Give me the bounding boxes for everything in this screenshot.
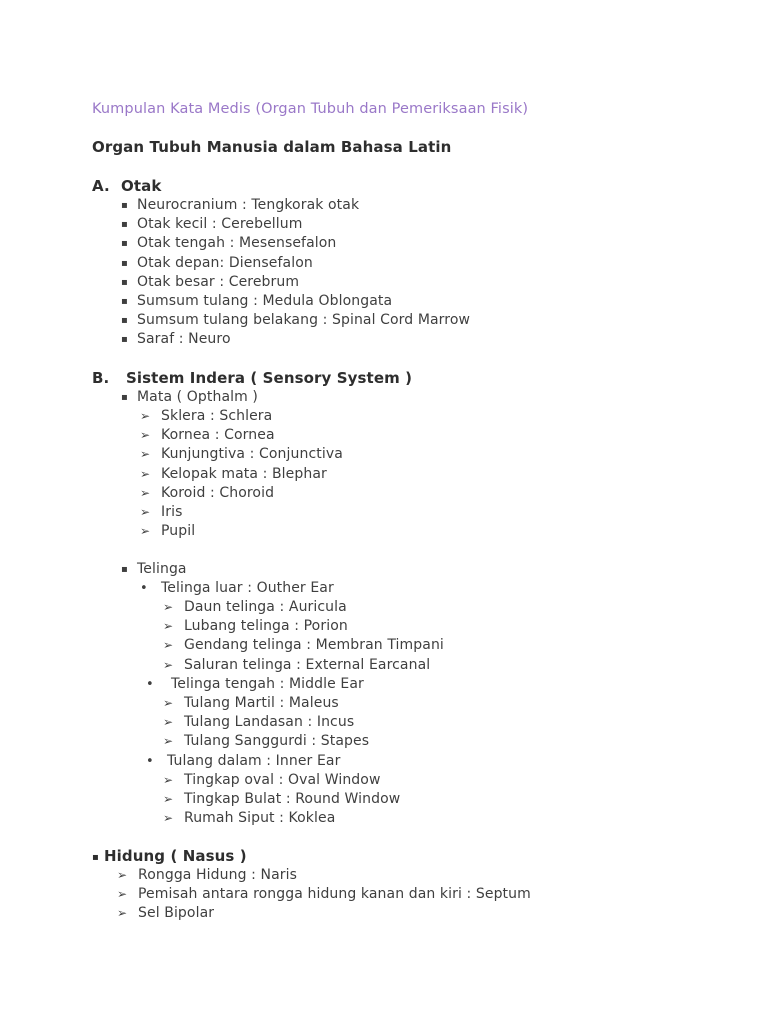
list-item-text: Iris [161,504,183,520]
list-item [140,426,275,445]
list-item [163,809,335,828]
list-item-text: Pemisah antara rongga hidung kanan dan kiri : Septum [138,886,531,903]
document-title: Kumpulan Kata Medis (Organ Tubuh dan Pemeriksaan Fisik) [92,101,529,117]
list-item [163,790,400,809]
list-item-text: Lubang telinga : Porion [184,618,348,635]
list-item-text: Tulang Landasan : Incus [184,714,355,731]
square-bullet-icon: ▪ [121,257,128,269]
list-item [140,522,195,541]
arrow-bullet-icon: ➢ [163,619,174,634]
list-item [117,885,531,904]
arrow-bullet-icon: ➢ [163,715,174,730]
list-item-text: Mata ( Opthalm ) [137,389,258,405]
arrow-bullet-icon: ➢ [140,524,151,539]
list-item-telinga [121,560,187,580]
arrow-bullet-icon: ➢ [140,447,151,462]
list-item [140,503,182,522]
list-item [121,330,231,350]
arrow-bullet-icon: ➢ [140,485,151,500]
list-item [117,904,214,923]
list-item [140,407,272,426]
square-bullet-icon: ▪ [121,334,128,346]
section-a-title: Otak [121,177,162,195]
list-item-text: Otak kecil : Cerebellum [137,216,303,233]
round-bullet-icon: • [146,677,154,692]
list-item [117,866,297,885]
arrow-bullet-icon: ➢ [140,505,151,519]
list-item [163,656,430,675]
arrow-bullet-icon: ➢ [140,466,151,481]
list-item [140,445,343,464]
list-item [121,215,303,235]
round-bullet-icon: • [140,581,148,596]
list-item-hidung [92,847,247,868]
list-item-text: Saraf : Neuro [137,331,231,348]
list-item-telinga-tengah [146,675,364,694]
list-item [140,484,274,503]
list-item-text: Telinga [137,561,187,577]
list-item-text: Daun telinga : Auricula [184,599,347,615]
list-item-text: Tulang dalam : Inner Ear [167,753,341,769]
arrow-bullet-icon: ➢ [163,734,174,749]
list-item-text: Sel Bipolar [138,905,215,922]
list-item-telinga-dalam [146,752,340,771]
list-item-text: Pupil [161,523,196,540]
list-item-text: Otak tengah : Mesensefalon [137,235,337,252]
arrow-bullet-icon: ➢ [163,657,174,672]
list-item [163,617,348,636]
square-bullet-icon: ▪ [121,238,128,250]
list-item-telinga-luar [140,579,334,598]
list-item-text: Kunjungtiva : Conjunctiva [161,446,343,463]
list-item-text: Telinga luar : Outher Ear [161,580,334,596]
square-bullet-icon: ▪ [121,200,128,211]
list-item [121,311,470,331]
arrow-bullet-icon: ➢ [163,600,174,614]
section-a-marker: A. [92,177,110,195]
list-item-text: Sumsum tulang belakang : Spinal Cord Marrow [137,312,471,329]
list-item [121,273,299,293]
list-item-text: Sumsum tulang : Medula Oblongata [137,293,393,309]
list-item-mata [121,388,258,408]
list-item [163,713,354,732]
square-bullet-icon: ▪ [121,219,128,231]
list-item [121,292,392,312]
arrow-bullet-icon: ➢ [163,792,174,807]
main-heading: Organ Tubuh Manusia dalam Bahasa Latin [92,138,452,156]
arrow-bullet-icon: ➢ [163,696,174,710]
square-bullet-icon: ▪ [121,315,128,327]
square-bullet-icon: ▪ [121,276,128,288]
arrow-bullet-icon: ➢ [140,409,151,423]
list-item-text: Otak depan: Diensefalon [137,254,313,271]
list-item [163,694,339,713]
list-item-text: Tulang Sanggurdi : Stapes [184,733,370,750]
list-item-text: Otak besar : Cerebrum [137,273,300,290]
list-item [121,196,359,216]
list-item [121,254,313,274]
list-item-text: Gendang telinga : Membran Timpani [184,637,444,654]
list-item-text: Kornea : Cornea [161,427,275,444]
section-b-title: Sistem Indera ( Sensory System ) [126,369,413,387]
list-item-text: Kelopak mata : Blephar [161,465,327,482]
arrow-bullet-icon: ➢ [117,906,128,921]
list-item-text: Tingkap Bulat : Round Window [184,791,401,808]
arrow-bullet-icon: ➢ [117,887,128,902]
list-item [163,732,369,751]
list-item-text: Saluran telinga : External Earcanal [184,656,431,673]
list-item [163,771,381,790]
list-item-text: Rumah Siput : Koklea [184,810,336,827]
list-item-text: Rongga Hidung : Naris [138,867,297,883]
list-item-text: Neurocranium : Tengkorak otak [137,197,360,213]
list-item [163,598,347,617]
arrow-bullet-icon: ➢ [163,811,174,826]
arrow-bullet-icon: ➢ [163,638,174,653]
square-bullet-icon: ▪ [121,564,128,575]
arrow-bullet-icon: ➢ [140,428,151,443]
section-b-marker: B. [92,369,110,387]
list-item-text: Koroid : Choroid [161,484,275,501]
list-item-text: Telinga tengah : Middle Ear [171,676,364,692]
list-item-text: Sklera : Schlera [161,408,273,424]
list-item [140,465,327,484]
list-item [121,234,336,254]
list-item-text: Tingkap oval : Oval Window [184,772,381,788]
square-bullet-icon: ▪ [121,392,128,403]
arrow-bullet-icon: ➢ [163,773,174,787]
list-item-text: Tulang Martil : Maleus [184,695,339,711]
round-bullet-icon: • [146,754,154,769]
list-item-text: Hidung ( Nasus ) [104,847,247,865]
square-bullet-icon: ▪ [121,296,128,307]
arrow-bullet-icon: ➢ [117,868,128,882]
list-item [163,636,444,655]
square-bullet-icon: ▪ [92,852,99,863]
